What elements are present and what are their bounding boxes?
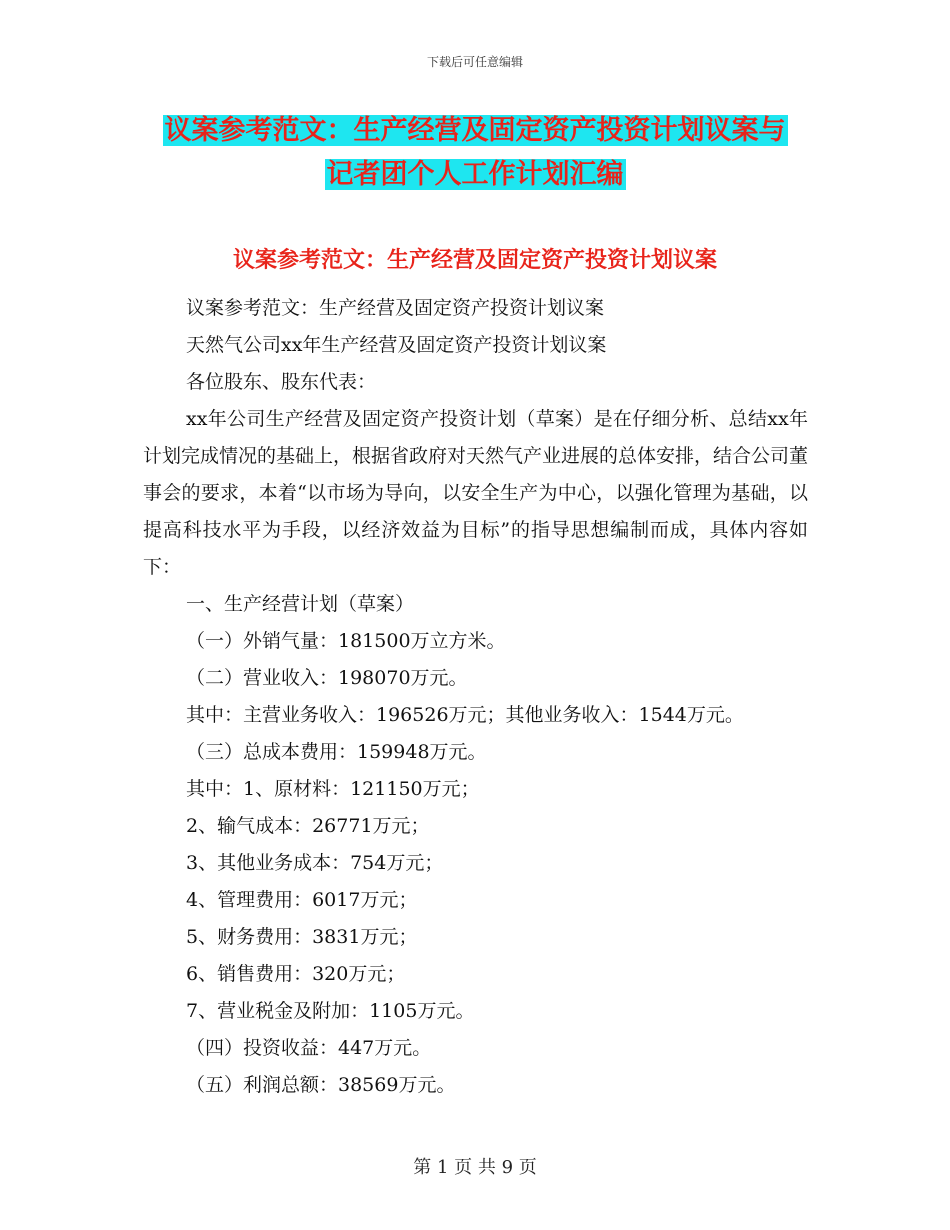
list-item: （四）投资收益：447万元。	[186, 1037, 432, 1059]
body-line: 议案参考范文：生产经营及固定资产投资计划议案	[186, 297, 605, 319]
list-item: 6、销售费用：320万元；	[186, 963, 406, 985]
page-number: 第 1 页 共 9 页	[413, 1157, 537, 1178]
list-item: 其中：1、原材料：121150万元；	[186, 778, 480, 800]
body-paragraph: xx年公司生产经营及固定资产投资计划（草案）是在仔细分析、总结xx年计划完成情况的基础上，根据省政府对天然气产业进展的总体安排，结合公司董事会的要求，本着“以市场为导向，以安全生产为中心，以强化管理为基础，以提高科技水平为手段，以经济效益为目标”的指导思想编制而成，具体内容如下：	[143, 408, 809, 578]
document-title-text-2: 记者团个人工作计划汇编	[326, 159, 624, 190]
body-line: 各位股东、股东代表：	[186, 371, 377, 393]
document-title-line-2	[0, 156, 950, 194]
list-item: （二）营业收入：198070万元。	[186, 667, 468, 689]
list-item: 5、财务费用：3831万元；	[186, 926, 418, 948]
document-title-text-1: 议案参考范文：生产经营及固定资产投资计划议案与	[164, 115, 786, 146]
list-item: 2、输气成本：26771万元；	[186, 815, 430, 837]
document-title-line-1	[0, 112, 950, 150]
list-item: 其中：主营业务收入：196526万元；其他业务收入：1544万元。	[186, 704, 744, 726]
header-note: 下载后可任意编辑	[426, 55, 523, 69]
list-item: 一、生产经营计划（草案）	[186, 593, 415, 615]
list-item: 3、其他业务成本：754万元；	[186, 852, 444, 874]
list-item: （三）总成本费用：159948万元。	[186, 741, 487, 763]
list-item: （五）利润总额：38569万元。	[186, 1074, 456, 1096]
list-item: （一）外销气量：181500万立方米。	[186, 630, 506, 652]
document-body	[143, 290, 808, 1104]
list-item: 7、营业税金及附加：1105万元。	[186, 1000, 475, 1022]
section-title: 议案参考范文：生产经营及固定资产投资计划议案	[232, 248, 717, 273]
body-line: 天然气公司xx年生产经营及固定资产投资计划议案	[186, 334, 607, 356]
list-item: 4、管理费用：6017万元；	[186, 889, 418, 911]
